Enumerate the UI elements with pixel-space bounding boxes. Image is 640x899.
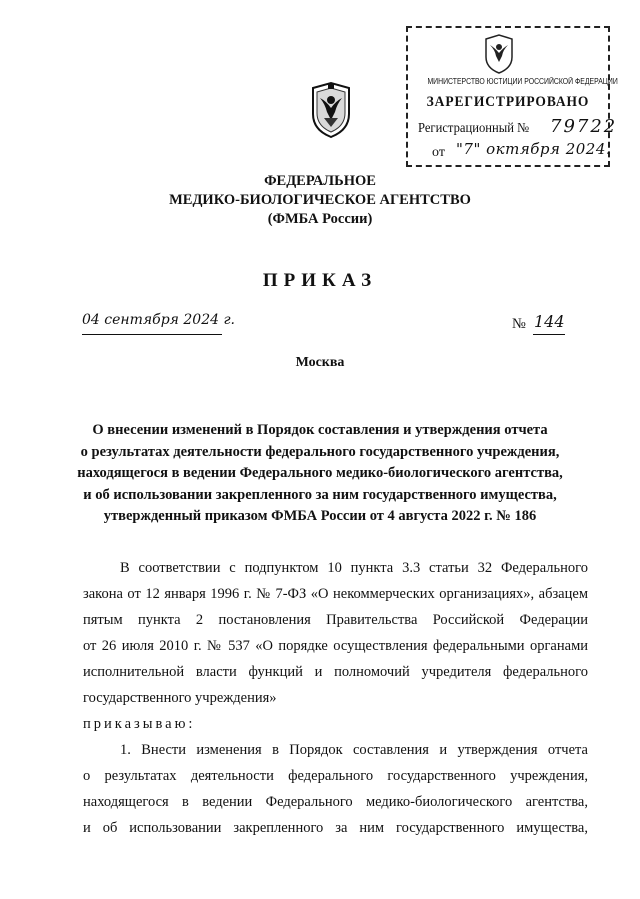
body-line: и об использовании закрепленного за ним государственного имущества,: [83, 820, 588, 836]
subject-line: утвержденный приказом ФМБА России от 4 августа 2022 г. № 186: [103, 508, 537, 524]
stamp-ministry: МИНИСТЕРСТВО ЮСТИЦИИ РОССИЙСКОЙ ФЕДЕРАЦИИ: [427, 77, 618, 86]
body-line: В соответствии с подпунктом 10 пункта 3.3 статьи 32 Федерального: [120, 560, 588, 576]
agency-line: ФЕДЕРАЛЬНОЕ: [264, 173, 376, 189]
subject-line: находящегося в ведении Федерального медико-биологического агентства,: [77, 465, 563, 481]
stamp-emblem-icon: [482, 33, 516, 75]
order-subject: [40, 420, 600, 528]
order-title: ПРИКАЗ: [262, 270, 378, 291]
city: Москва: [295, 355, 345, 370]
order-number-underline: [533, 334, 565, 335]
stamp-date: "7" октября 2024.: [456, 140, 612, 158]
subject-line: О внесении изменений в Порядок составления и утверждения отчета: [92, 422, 548, 438]
body-line: о результатах деятельности федерального государственного учреждения,: [83, 768, 588, 784]
subject-line: и об использовании закрепленного за ним государственного имущества,: [83, 486, 557, 503]
body-line: 1. Внести изменения в Порядок составления и утверждения отчета: [120, 742, 588, 758]
registration-stamp: [406, 26, 618, 167]
stamp-registered: ЗАРЕГИСТРИРОВАНО: [426, 94, 590, 110]
body-line: исполнительной власти функций и полномочий учредителя федерального: [83, 664, 588, 680]
agency-line: (ФМБА России): [267, 211, 373, 227]
stamp-regno-label: Регистрационный №: [418, 121, 530, 136]
order-number: 144: [534, 312, 565, 331]
order-body: [83, 555, 588, 841]
order-number-label: №: [512, 316, 526, 332]
stamp-date-label: от: [432, 145, 445, 160]
body-line: находящегося в ведении Федерального медико-биологического агентства,: [83, 794, 588, 810]
agency-header: [150, 172, 490, 229]
coat-of-arms-icon: [308, 80, 354, 140]
body-line: от 26 июля 2010 г. № 537 «О порядке осуществления федеральными органами: [83, 638, 588, 654]
order-date: 04 сентября 2024 г.: [82, 312, 235, 328]
subject-line: о результатах деятельности федерального государственного учреждения,: [80, 443, 560, 460]
stamp-regno: 79722: [550, 116, 618, 137]
body-line: государственного учреждения»: [83, 690, 277, 706]
body-line: закона от 12 января 1996 г. № 7-ФЗ «О некоммерческих организациях», абзацем: [83, 586, 588, 602]
directive-word: приказываю:: [83, 716, 196, 732]
order-date-underline: [82, 334, 222, 335]
body-line: пятым пункта 2 постановления Правительства Российской Федерации: [83, 612, 588, 628]
agency-line: МЕДИКО-БИОЛОГИЧЕСКОЕ АГЕНТСТВО: [169, 192, 471, 208]
